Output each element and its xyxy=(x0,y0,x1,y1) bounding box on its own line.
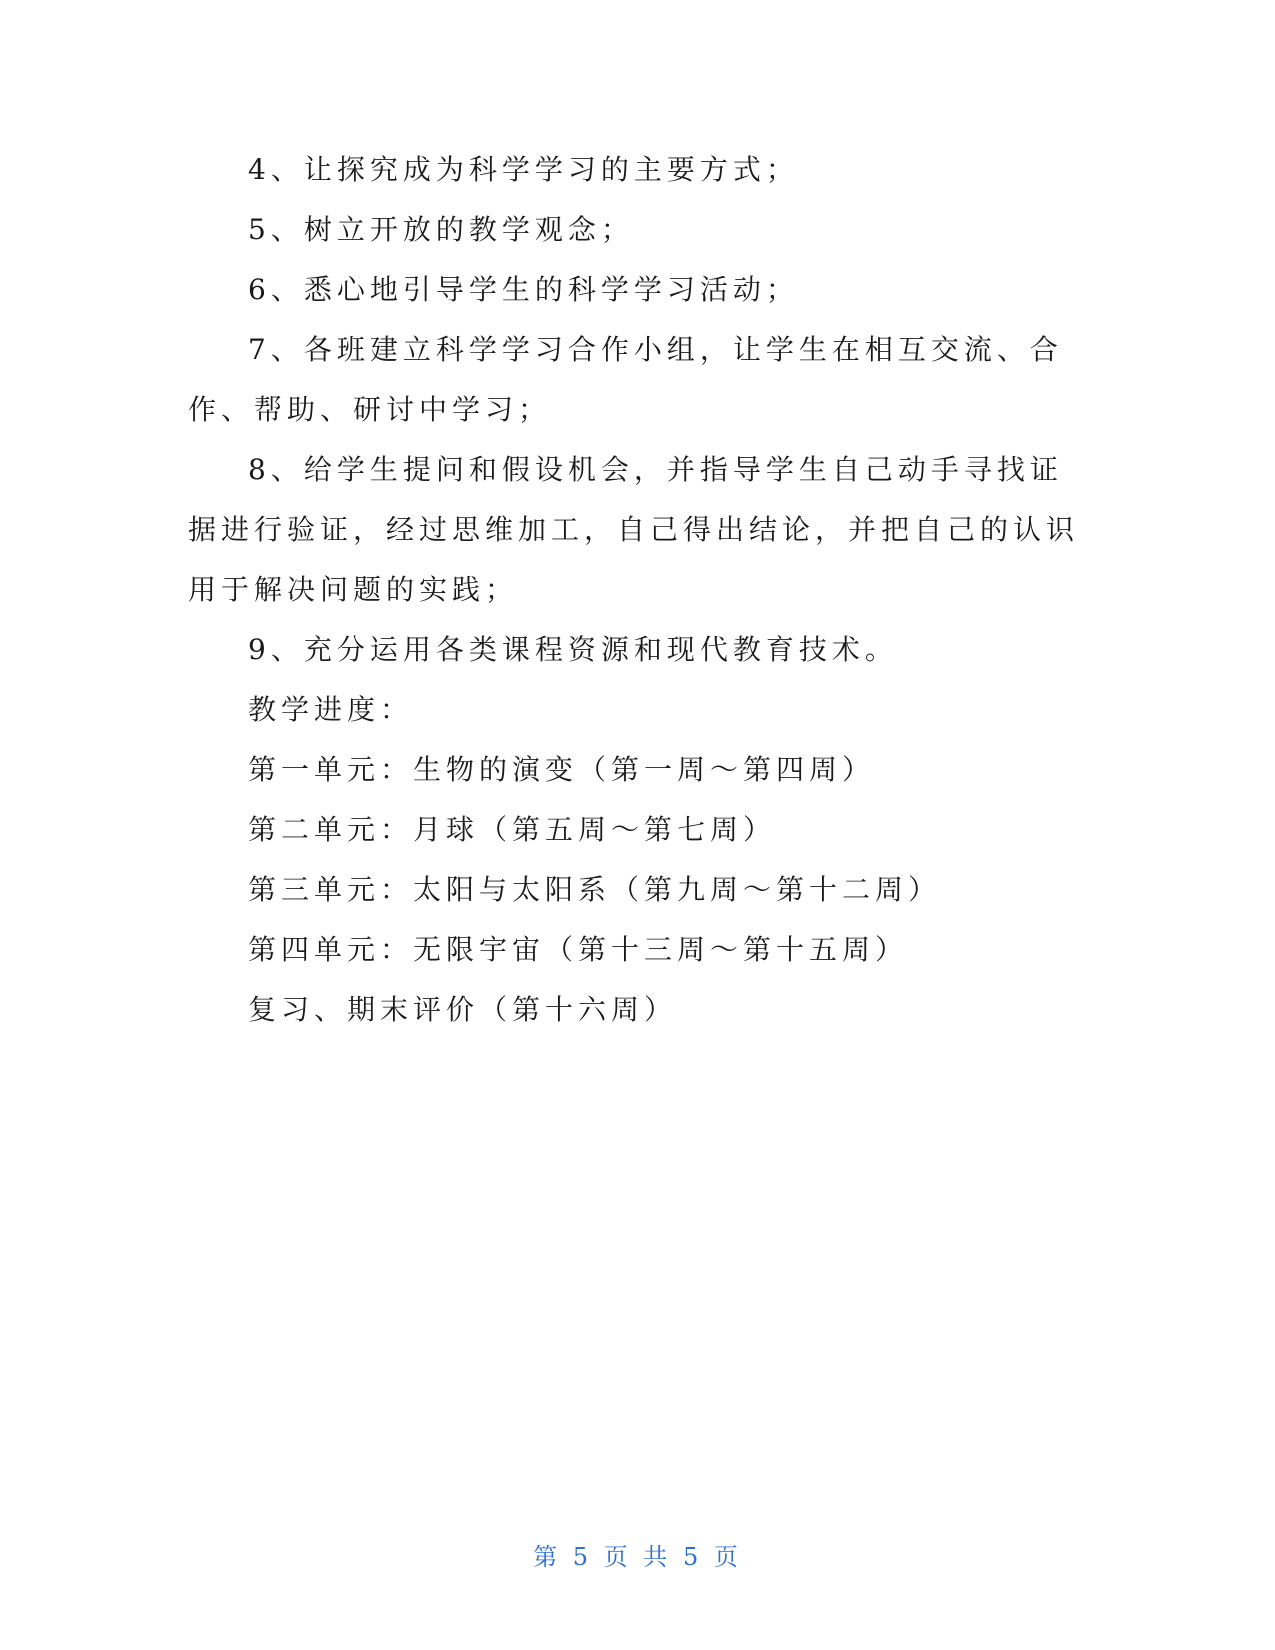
schedule-review: 复习、期末评价（第十六周） xyxy=(248,993,678,1026)
paragraph-item-9: 9、充分运用各类课程资源和现代教育技术。 xyxy=(248,633,898,666)
paragraph-item-8: 8、给学生提问和假设机会，并指导学生自己动手寻找证据进行验证，经过思维加工，自己得出结论，并把自己的认识用于解决问题的实践； xyxy=(188,453,1080,606)
paragraph-item-5: 5、树立开放的教学观念； xyxy=(248,213,634,246)
schedule-unit-2: 第二单元：月球（第五周～第七周） xyxy=(248,813,777,846)
schedule-unit-1: 第一单元：生物的演变（第一周～第四周） xyxy=(248,753,876,786)
schedule-unit-3: 第三单元：太阳与太阳系（第九周～第十二周） xyxy=(248,873,942,906)
paragraph-item-6: 6、悉心地引导学生的科学学习活动； xyxy=(248,273,799,306)
schedule-heading: 教学进度： xyxy=(248,693,414,726)
document-body xyxy=(188,140,1088,1040)
paragraph-item-4: 4、让探究成为科学学习的主要方式； xyxy=(248,153,799,186)
paragraph-item-7: 7、各班建立科学学习合作小组，让学生在相互交流、合作、帮助、研讨中学习； xyxy=(188,333,1063,426)
page-number-footer: 第 5 页 共 5 页 xyxy=(533,1543,742,1571)
schedule-unit-4: 第四单元：无限宇宙（第十三周～第十五周） xyxy=(248,933,909,966)
